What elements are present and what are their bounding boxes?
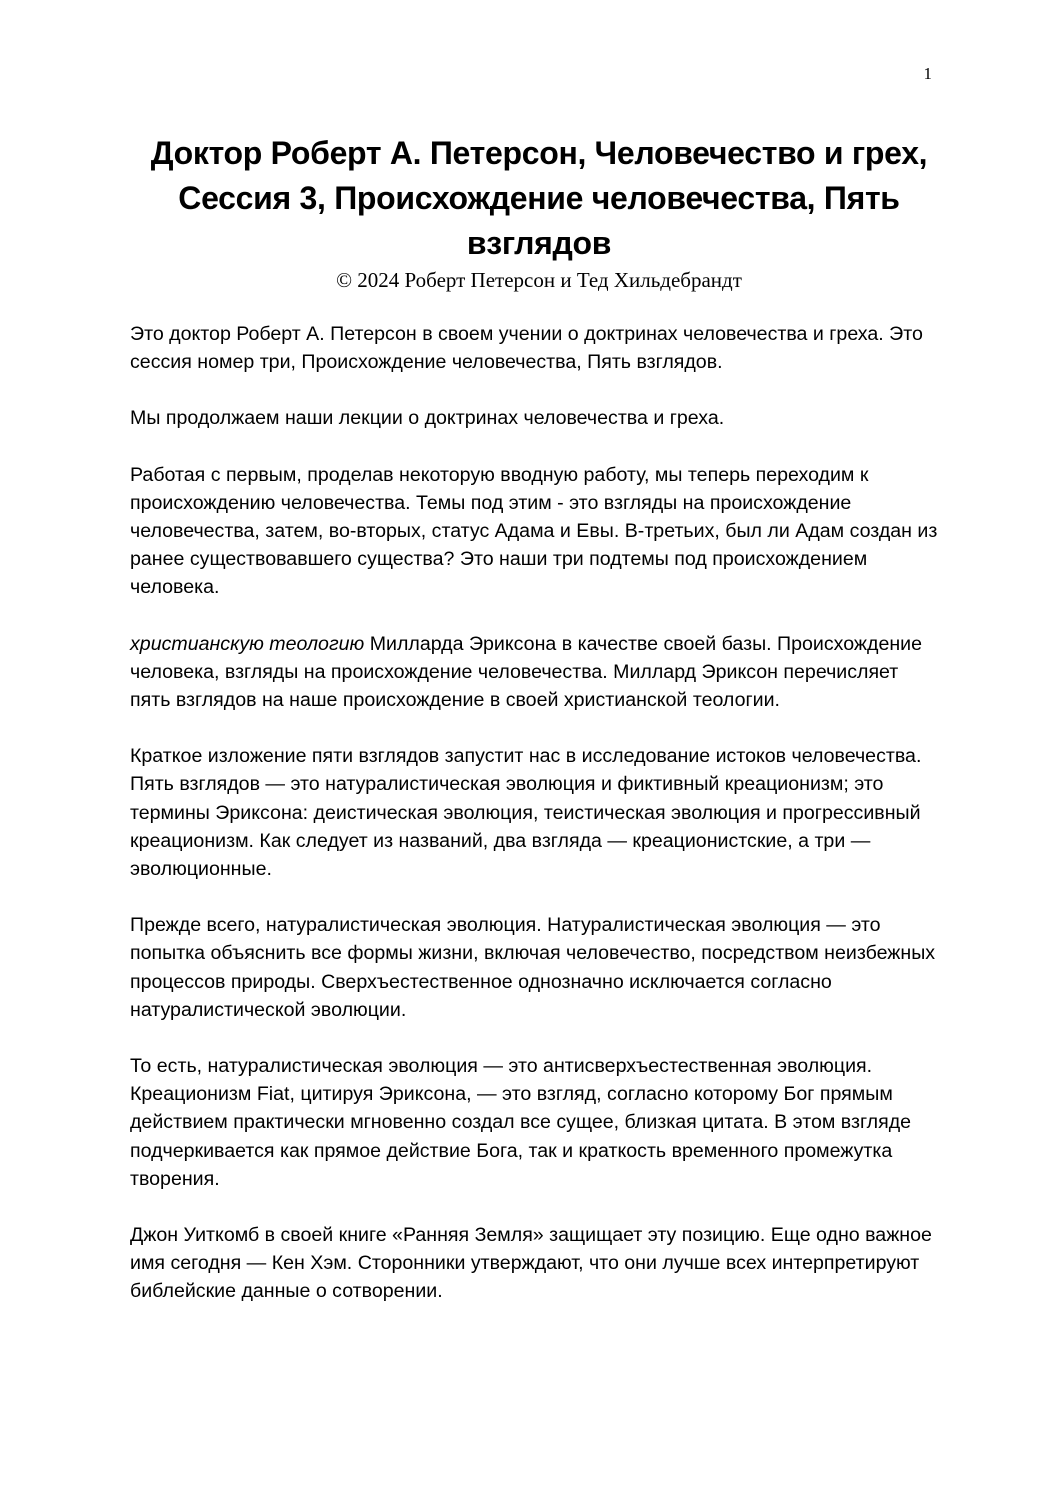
- paragraph-text: Краткое изложение пяти взглядов запустит нас в исследование истоков человечества. Пять взглядов — это натуралистическая эволюция и фиктивный креационизм; это термины Эриксона: деистическая эволюция, теистическая эволюция и прогрессивный креационизм. Как следует из названий, два взгляда — креационистские, а три — эволюционные.: [130, 745, 922, 881]
- page-number: 1: [923, 64, 932, 83]
- paragraph-text: Мы продолжаем наши лекции о доктринах человечества и греха.: [130, 407, 725, 430]
- book-title-italic: христианскую теологию: [130, 632, 365, 655]
- document-body: [130, 320, 940, 1334]
- paragraph-4: [130, 630, 940, 715]
- copyright-line: © 2024 Роберт Петерсон и Тед Хильдебрандт: [336, 268, 742, 292]
- paragraph-text: Джон Уиткомб в своей книге «Ранняя Земля» защищает эту позицию. Еще одно важное имя сегодня — Кен Хэм. Сторонники утверждают, что они лучше всех интерпретируют библейские данные о сотворении.: [130, 1224, 932, 1303]
- paragraph-text: Это доктор Роберт А. Петерсон в своем учении о доктринах человечества и греха. Это сессия номер три, Происхождение человечества, Пять взглядов.: [130, 323, 923, 374]
- paragraph-5: [130, 742, 940, 883]
- document-title: Доктор Роберт А. Петерсон, Человечество и грех, Сессия 3, Происхождение человечества, Пять взглядов: [150, 135, 928, 261]
- paragraph-text: То есть, натуралистическая эволюция — это антисверхъестественная эволюция. Креационизм Fiat, цитируя Эриксона, — это взгляд, согласно которому Бог прямым действием практически мгновенно создал все сущее, близкая цитата. В этом взгляде подчеркивается как прямое действие Бога, так и краткость временного промежутка творения.: [130, 1055, 912, 1190]
- paragraph-8: [130, 1221, 940, 1306]
- paragraph-text: Милларда Эриксона в качестве своей базы. Происхождение человека, взгляды на происхождение человечества. Миллард Эриксон перечисляет пять взглядов на наше происхождение в своей христианской теологии.: [130, 632, 923, 712]
- paragraph-text: Работая с первым, проделав некоторую вводную работу, мы теперь переходим к происхождению человечества. Темы под этим - это взгляды на происхождение человечества, затем, во-вторых, статус Адама и Евы. В-третьих, был ли Адам создан из ранее существовавшего существа? Это наши три подтемы под происхождением человека.: [130, 463, 938, 599]
- paragraph-1: [130, 320, 940, 376]
- paragraph-7: [130, 1052, 940, 1193]
- paragraph-2: [130, 404, 940, 432]
- paragraph-text: Прежде всего, натуралистическая эволюция. Натуралистическая эволюция — это попытка объяснить все формы жизни, включая человечество, посредством неизбежных процессов природы. Сверхъестественное однозначно исключается согласно натуралистической эволюции.: [130, 914, 936, 1021]
- paragraph-3: [130, 461, 940, 602]
- paragraph-6: [130, 911, 940, 1024]
